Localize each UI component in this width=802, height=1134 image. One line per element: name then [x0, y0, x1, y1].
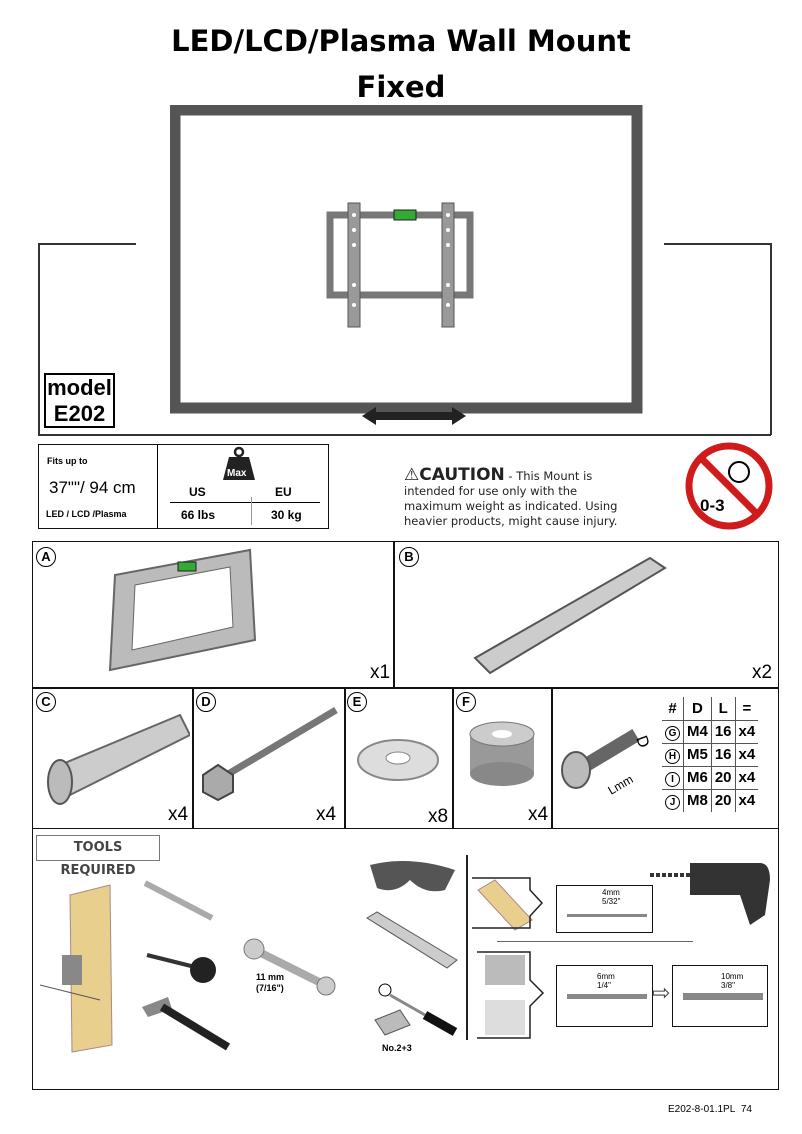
stud-finder-illustration [40, 880, 120, 1055]
screw-id: J [665, 795, 680, 810]
screwdriver-size: No.2+3 [382, 1043, 412, 1053]
tape-measure-icon [145, 945, 220, 985]
qty-cell: x4 [735, 720, 758, 743]
model-label: model [47, 375, 112, 400]
qty-cell: x4 [738, 792, 756, 810]
part-a-qty: x1 [370, 662, 391, 683]
no-children-icon [683, 440, 775, 532]
tv-with-mount-illustration [170, 105, 645, 435]
us-weight: 66 lbs [181, 508, 216, 522]
drill-bit-panel [556, 965, 653, 1027]
document-code: E202-8-01.1PL [668, 1104, 736, 1115]
length-cell: 20 [711, 766, 735, 789]
max-label: Max [227, 468, 247, 479]
table-row [662, 766, 758, 789]
length-cell: 16 [711, 720, 735, 743]
diameter-label: D [632, 733, 653, 751]
hammer-icon [140, 995, 235, 1055]
caution-text: - This Mount is intended for use only with the maximum weight as indicated. Using heavier products, might cause injury. [404, 469, 618, 528]
header-cell: = [735, 697, 758, 720]
screw-id: H [665, 749, 680, 764]
footer [668, 1104, 752, 1115]
spec-table [38, 444, 329, 529]
masonry-icon [475, 950, 555, 1045]
drill-bit-panel [672, 965, 768, 1027]
page-number: 74 [740, 1104, 752, 1115]
table-row [662, 720, 758, 743]
wrench-icon [240, 935, 340, 1000]
length-cell: 16 [711, 743, 735, 766]
page-title: LED/LCD/Plasma Wall Mount [171, 24, 631, 58]
diameter-cell: M8 [684, 789, 712, 812]
bit-size-in: 1/4" [597, 981, 611, 990]
header-cell: L [711, 697, 735, 720]
screwdriver-icon [370, 980, 465, 1045]
screw-id: G [665, 726, 680, 741]
part-label-f: F [456, 692, 476, 712]
header-cell: D [684, 697, 712, 720]
eu-label: EU [275, 485, 292, 499]
model-code: E202 [53, 401, 106, 426]
screw-illustration [556, 700, 666, 800]
model-badge [44, 373, 115, 428]
age-warning: 0-3 [700, 496, 725, 515]
power-drill-icon [650, 855, 775, 930]
wood-icon [470, 870, 550, 940]
bit-size-mm: 6mm [597, 972, 615, 981]
part-b-qty: x2 [752, 662, 773, 683]
bit-size-mm: 10mm [721, 972, 744, 981]
part-e-qty: x8 [428, 806, 449, 827]
screw-id: I [665, 772, 680, 787]
table-row [662, 789, 758, 812]
divider [38, 243, 40, 435]
part-label-d: D [196, 692, 216, 712]
screen-types: LED / LCD /Plasma [46, 509, 127, 519]
safety-glasses-icon [365, 850, 460, 900]
us-label: US [189, 485, 206, 499]
part-label-b: B [399, 547, 419, 567]
screen-size: 37""/ 94 cm [49, 478, 136, 497]
wall-anchor-illustration [40, 700, 190, 810]
warning-icon: ⚠ [404, 465, 420, 485]
wall-plate-illustration [100, 545, 270, 680]
diameter-cell: M5 [684, 743, 712, 766]
qty-cell: x4 [735, 743, 758, 766]
length-label: Lmm [605, 772, 636, 798]
screw-table [662, 697, 758, 812]
drill-bit-panel [556, 885, 653, 933]
part-f-qty: x4 [528, 804, 549, 825]
header-cell: # [662, 697, 684, 720]
bit-size-mm: 4mm [602, 888, 620, 897]
tools-heading: TOOLS REQUIRED [36, 835, 160, 861]
divider [664, 243, 771, 245]
part-label-e: E [347, 692, 367, 712]
part-label-a: A [36, 547, 56, 567]
caution-notice [404, 465, 629, 529]
lag-bolt-illustration [198, 700, 343, 810]
wrench-size-in: (7/16") [256, 983, 284, 993]
vertical-arm-illustration [470, 548, 670, 678]
bit-size-in: 3/8" [721, 981, 735, 990]
spacer-illustration [462, 712, 542, 792]
eu-weight: 30 kg [271, 508, 302, 522]
washer-illustration [355, 730, 445, 790]
part-c-qty: x4 [168, 804, 189, 825]
diameter-cell: M4 [684, 720, 712, 743]
length-cell: 20 [711, 789, 735, 812]
caution-heading: CAUTION [419, 465, 505, 485]
bit-size-in: 5/32" [602, 897, 621, 906]
wrench-size-mm: 11 mm [256, 972, 285, 982]
qty-cell: x4 [735, 766, 758, 789]
pencil-icon [140, 878, 220, 923]
diameter-cell: M6 [684, 766, 712, 789]
part-d-qty: x4 [316, 804, 337, 825]
arrow-icon: ⇨ [652, 980, 671, 1005]
divider [770, 243, 772, 435]
level-icon [362, 910, 462, 975]
page-subtitle: Fixed [356, 70, 446, 104]
part-label-c: C [36, 692, 56, 712]
divider [38, 243, 136, 245]
table-row [662, 743, 758, 766]
fits-label: Fits up to [47, 456, 88, 466]
